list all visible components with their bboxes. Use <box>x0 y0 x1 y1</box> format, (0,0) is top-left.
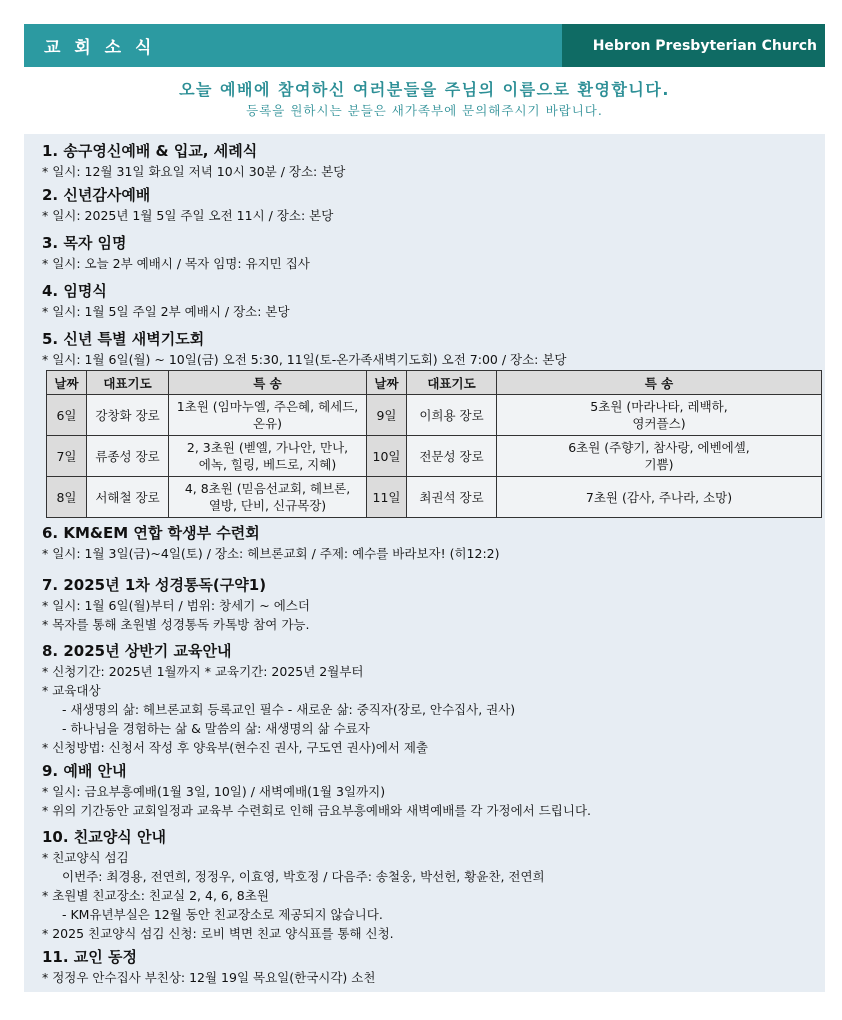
section-line: * 일시: 오늘 2부 예배시 / 목자 임명: 유지민 집사 <box>42 256 310 271</box>
section-title: 3. 목자 임명 <box>42 234 127 252</box>
section-7 <box>42 574 807 634</box>
section-line: * 정정우 안수집사 부친상: 12월 19일 목요일(한국시각) 소천 <box>42 970 376 985</box>
section-title: 6. KM&EM 연합 학생부 수련회 <box>42 524 260 542</box>
table-cell: 6초원 (주향기, 참사랑, 에벤에셀, 기쁨) <box>497 436 822 477</box>
section-line: * 친교양식 섬김 <box>42 850 129 865</box>
column-header: 특 송 <box>169 371 367 395</box>
section-line: * 일시: 2025년 1월 5일 주일 오전 11시 / 장소: 본당 <box>42 208 334 223</box>
section-line: - KM유년부실은 12월 동안 친교장소로 제공되지 않습니다. <box>62 907 383 922</box>
section-line: * 2025 친교양식 섬김 신청: 로비 벽면 친교 양식표를 통해 신청. <box>42 926 394 941</box>
section-3 <box>42 232 807 273</box>
section-title: 7. 2025년 1차 성경통독(구약1) <box>42 576 267 594</box>
section-title: 11. 교인 동정 <box>42 948 137 966</box>
section-line: * 일시: 1월 3일(금)~4일(토) / 장소: 헤브론교회 / 주제: 예수를 바라보자! (히12:2) <box>42 546 500 561</box>
section-title: 9. 예배 안내 <box>42 762 127 780</box>
section-4 <box>42 280 807 321</box>
section-line: * 일시: 금요부흥예배(1월 3일, 10일) / 새벽예배(1월 3일까지) <box>42 784 386 799</box>
section-5 <box>42 328 807 369</box>
table-cell: 5초원 (마라나타, 레백하, 영커플스) <box>497 395 822 436</box>
church-name: Hebron Presbyterian Church <box>562 24 825 67</box>
welcome-line-2: 등록을 원하시는 분들은 새가족부에 문의해주시기 바랍니다. <box>246 103 603 118</box>
section-line: * 일시: 12월 31일 화요일 저녁 10시 30분 / 장소: 본당 <box>42 164 346 179</box>
table-cell: 2, 3초원 (벧엘, 가나안, 만나, 에녹, 힐링, 베드로, 지혜) <box>169 436 367 477</box>
section-line: * 신청기간: 2025년 1월까지 * 교육기간: 2025년 2월부터 <box>42 664 364 679</box>
news-content <box>24 134 825 992</box>
section-2 <box>42 184 807 225</box>
table-cell: 이희용 장로 <box>407 395 497 436</box>
section-title: 4. 임명식 <box>42 282 107 300</box>
section-title: 1. 송구영신예배 & 입교, 세례식 <box>42 142 258 160</box>
section-9 <box>42 760 807 820</box>
section-10 <box>42 826 807 943</box>
table-row <box>47 395 822 436</box>
welcome-message <box>24 78 825 120</box>
section-1 <box>42 140 807 181</box>
section-line: * 위의 기간동안 교회일정과 교육부 수련회로 인해 금요부흥예배와 새벽예배를 각 가정에서 드립니다. <box>42 803 592 818</box>
section-line: * 일시: 1월 6일(월) ~ 10일(금) 오전 5:30, 11일(토-온가족새벽기도회) 오전 7:00 / 장소: 본당 <box>42 352 567 367</box>
section-6 <box>42 522 807 563</box>
table-cell: 6일 <box>47 395 87 436</box>
column-header: 대표기도 <box>87 371 169 395</box>
prayer-schedule-table <box>46 370 822 518</box>
section-title: 2. 신년감사예배 <box>42 186 151 204</box>
table-row <box>47 436 822 477</box>
table-cell: 강창화 장로 <box>87 395 169 436</box>
section-line: 이번주: 최경용, 전연희, 정정우, 이효영, 박호정 / 다음주: 송철웅, 박선헌, 황윤찬, 전연희 <box>62 869 545 884</box>
column-header: 대표기도 <box>407 371 497 395</box>
section-title: 5. 신년 특별 새벽기도회 <box>42 330 205 348</box>
table-cell: 7일 <box>47 436 87 477</box>
column-header: 날짜 <box>47 371 87 395</box>
table-cell: 류종성 장로 <box>87 436 169 477</box>
section-line: - 하나님을 경험하는 삶 & 말씀의 삶: 새생명의 삶 수료자 <box>62 721 370 736</box>
section-line: * 일시: 1월 5일 주일 2부 예배시 / 장소: 본당 <box>42 304 290 319</box>
table-cell: 서해철 장로 <box>87 477 169 518</box>
table-cell: 10일 <box>367 436 407 477</box>
column-header: 특 송 <box>497 371 822 395</box>
table-cell: 4, 8초원 (믿음선교회, 헤브론, 열방, 단비, 신규목장) <box>169 477 367 518</box>
table-cell: 전문성 장로 <box>407 436 497 477</box>
section-line: * 신청방법: 신청서 작성 후 양육부(현수진 권사, 구도연 권사)에서 제출 <box>42 740 428 755</box>
table-cell: 1초원 (임마누엘, 주은혜, 헤세드, 온유) <box>169 395 367 436</box>
welcome-line-1: 오늘 예배에 참여하신 여러분들을 주님의 이름으로 환영합니다. <box>179 80 670 99</box>
table-cell: 7초원 (감사, 주나라, 소망) <box>497 477 822 518</box>
table-cell: 9일 <box>367 395 407 436</box>
section-line: * 일시: 1월 6일(월)부터 / 범위: 창세기 ~ 에스더 <box>42 598 310 613</box>
section-title: 10. 친교양식 안내 <box>42 828 166 846</box>
table-cell: 최권석 장로 <box>407 477 497 518</box>
table-cell: 8일 <box>47 477 87 518</box>
table-header-row <box>47 371 822 395</box>
section-11 <box>42 946 807 987</box>
bulletin-header <box>24 24 825 67</box>
section-title: 8. 2025년 상반기 교육안내 <box>42 642 232 660</box>
table-cell: 11일 <box>367 477 407 518</box>
section-line: * 초원별 친교장소: 친교실 2, 4, 6, 8초원 <box>42 888 269 903</box>
section-8 <box>42 640 807 757</box>
column-header: 날짜 <box>367 371 407 395</box>
section-line: - 새생명의 삶: 헤브론교회 등록교인 필수 - 새로운 삶: 중직자(장로, 안수집사, 권사) <box>62 702 516 717</box>
section-line: * 목자를 통해 초원별 성경통독 카톡방 참여 가능. <box>42 617 310 632</box>
section-line: * 교육대상 <box>42 683 101 698</box>
news-title: 교 회 소 식 <box>24 24 562 67</box>
table-row <box>47 477 822 518</box>
